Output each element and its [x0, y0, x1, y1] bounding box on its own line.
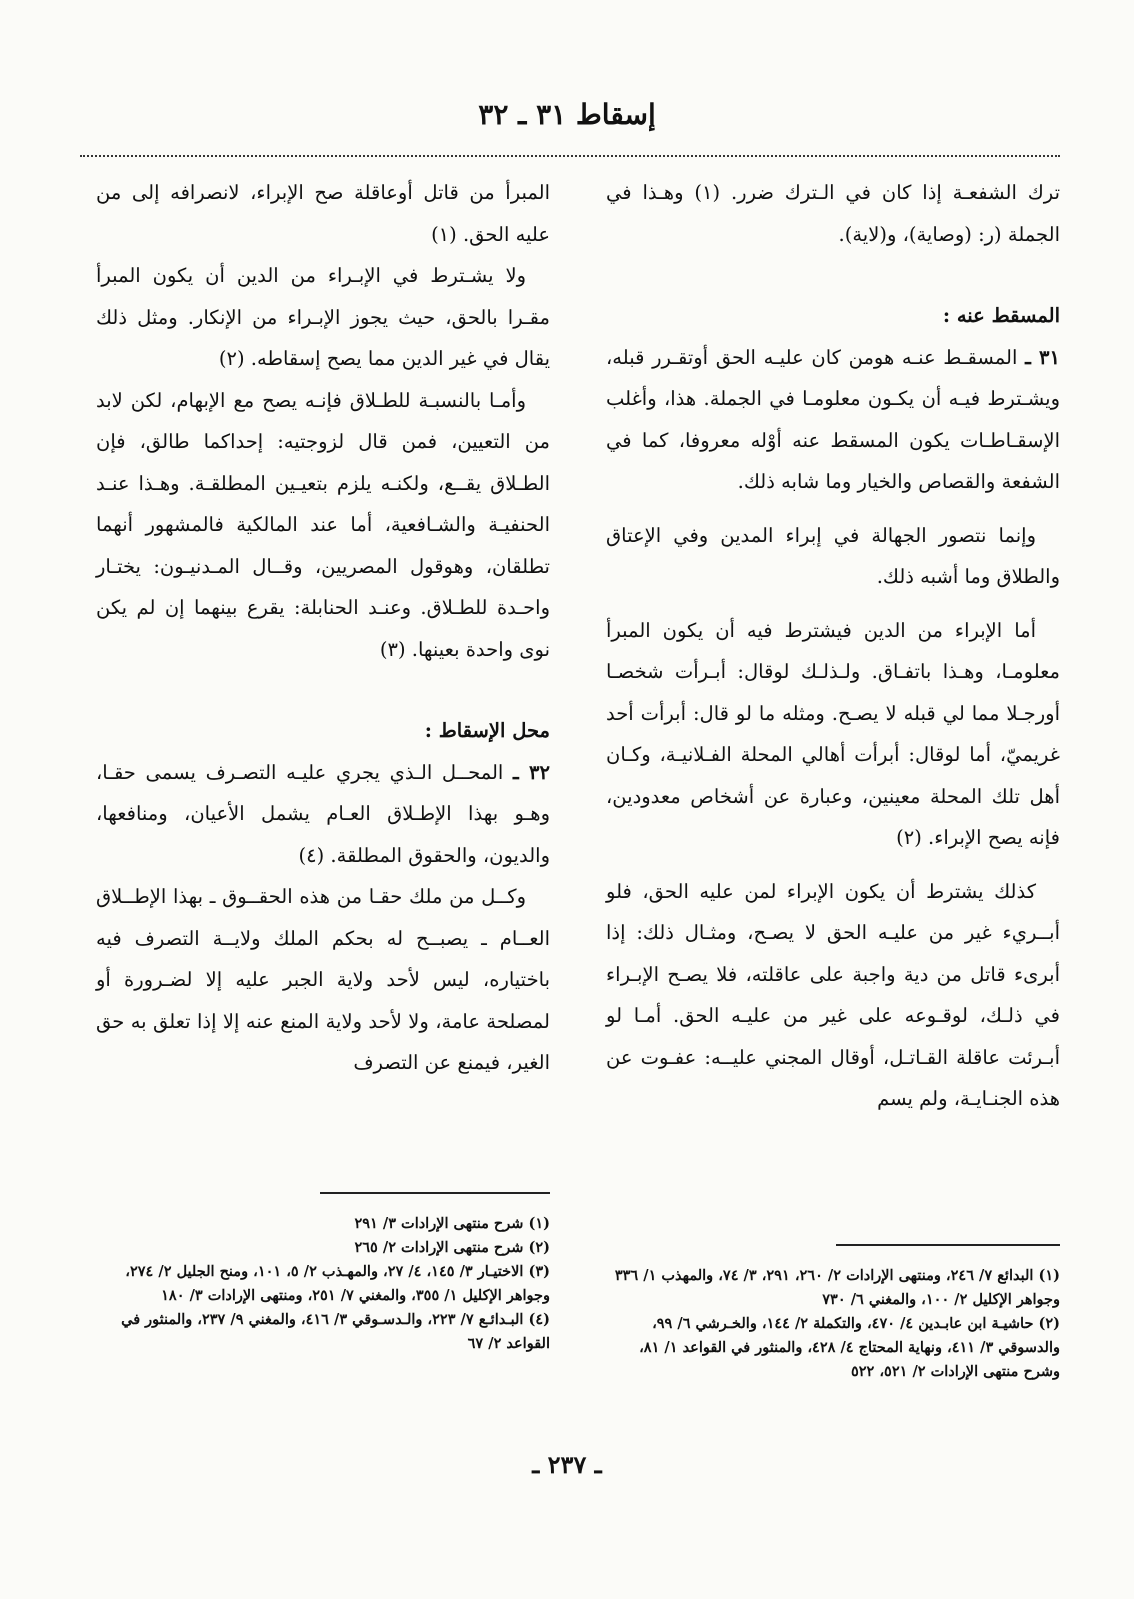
right-paragraph-4: كذلك يشترط أن يكون الإبراء لمن عليه الحق، فلو أبــريء غير من عليـه الحق لا يصـح، ومثـال ذلك: إذا أبرىء قاتل من دية واجبة على عاقلته، فلا يصـح الإبـراء في ذلـك، لوقـوعه على غير من عليـه الحق. أمـا لو أبـرئت عاقلة القـاتـل، أوقال المجني عليــه: عفـوت عن هذه الجنـايـة، ولم يسم: [606, 879, 1060, 1110]
paragraph-number-31: ٣١ ـ: [1025, 345, 1060, 369]
footnote: (٤) البـدائـع ٧/ ٢٢٣، والـدسـوقي ٣/ ٤١٦، والمغني ٩/ ٢٣٧، والمنثور في القواعد ٢/ ٦٧: [121, 1311, 550, 1352]
footnote: (١) البدائع ٧/ ٢٤٦، ومنتهى الإرادات ٢/ ٢٦٠، ٢٩١، ٣/ ٧٤، والمهذب ١/ ٣٣٦ وجواهر الإكليل ٢/ ١٠٠، والمغني ٦/ ٧٣٠: [614, 1267, 1060, 1308]
paragraph-31-text: المسقـط عنـه هومن كان عليـه الحق أوتقـرر قبله، ويشـترط فيـه أن يكـون معلومـا في الجملة. هذا، وأغلب الإسقـاطـات يكون المسقط عنه أوْله معروفا، كما في الشفعة والقصاص والخيار وما شابه ذلك.: [606, 345, 1060, 493]
section-heading-musqat-anhu: المسقط عنه :: [942, 304, 1060, 327]
header-divider: [80, 155, 1060, 157]
footnote: (٣) الاختيـار ٣/ ١٤٥، ٤/ ٢٧، والمهـذب ٢/ ٥، ١٠١، ومنح الجليل ٢/ ٢٧٤، وجواهر الإكليل ١/ ٣٥٥، والمغني ٧/ ٢٥١، ومنتهى الإرادات ٣/ ١٨٠: [125, 1263, 550, 1304]
footnote: (١) شرح منتهى الإرادات ٣/ ٢٩١: [354, 1215, 550, 1232]
section-heading-mahal-al-isqat: محل الإسقاط :: [424, 719, 550, 742]
footnote: (٢) شرح منتهى الإرادات ٢/ ٢٦٥: [354, 1239, 550, 1256]
left-column: [96, 172, 550, 1084]
left-paragraph-1: المبرأ من قاتل أوعاقلة صح الإبراء، لانصرافه إلى من عليه الحق. (١): [96, 181, 550, 246]
right-paragraph-1: ترك الشفعـة إذا كان في الـترك ضرر. (١) وهـذا في الجملة (ر: (وصاية)، و(لاية).: [606, 181, 1060, 246]
footnotes-left: [96, 1212, 550, 1356]
paragraph-32-text: المحــل الـذي يجري عليـه التصـرف يسمى حقـا، وهـو بهذا الإطـلاق العـام يشمل الأعيان، ومنافعها، والديون، والحقوق المطلقة. (٤): [96, 760, 550, 867]
right-column: [606, 172, 1060, 1120]
footnotes-right: [606, 1264, 1060, 1384]
right-paragraph-3: أما الإبراء من الدين فيشترط فيه أن يكون المبرأ معلومـا، وهـذا باتفـاق. ولـذلـك لوقال: أبـرأت شخصـا أورجـلا مما لي قبله لا يصـح. ومثله ما لو قال: أبرأت أحد غريميّ، أما لوقال: أبرأت أهالي المحلة الفـلانيـة، وكـان أهل تلك المحلة معينين، وعبارة عن أشخاص معدودين، فإنه يصح الإبراء. (٢): [606, 618, 1060, 849]
left-paragraph-2: ولا يشـترط في الإبـراء من الدين أن يكون المبرأ مقـرا بالحق، حيث يجوز الإبـراء من الإنكار. ومثل ذلك يقال في غير الدين مما يصح إسقاطه. (٢): [96, 264, 550, 370]
footnote-divider-right: [836, 1244, 1060, 1246]
page-header: إسقاط ٣١ ـ ٣٢: [478, 98, 656, 131]
left-paragraph-5: وكــل من ملك حقـا من هذه الحقــوق ـ بهذا الإطــلاق العــام ـ يصبــح له بحكم الملك ولايــة التصرف فيه باختياره، ليس لأحد ولاية الجبر عليه إلا لضـرورة أو لمصلحة عامة، ولا لأحد ولاية المنع عنه إلا إذا تعلق به حق الغير، فيمنع عن التصرف: [96, 885, 550, 1074]
paragraph-31: [606, 337, 1060, 503]
paragraph-number-32: ٣٢ ـ: [513, 760, 550, 784]
left-paragraph-3: وأمـا بالنسبـة للطـلاق فإنـه يصح مع الإبهام، لكن لابد من التعيين، فمن قال لزوجتيه: إحداكما طالق، فإن الطـلاق يقــع، ولكنـه يلزم بتعيـين المطلقـة. وهـذا عنـد الحنفيـة والشـافعية، أما عند المالكية فالمشهور أنهما تطلقان، وهوقول المصريين، وقــال المـدنيـون: يختـار واحـدة للطـلاق. وعنـد الحنابلة: يقرع بينهما إن لم يكن نوى واحدة بعينها. (٣): [96, 388, 550, 661]
right-paragraph-2: وإنما نتصور الجهالة في إبراء المدين وفي الإعتاق والطلاق وما أشبه ذلك.: [606, 523, 1060, 588]
footnote-divider-left: [320, 1192, 550, 1194]
paragraph-32: [96, 752, 550, 877]
footnote: (٢) حاشيـة ابن عابـدين ٤/ ٤٧٠، والتكملة ٢/ ١٤٤، والخـرشي ٦/ ٩٩، والدسوقي ٣/ ٤١١، ونهاية المحتاج ٤/ ٤٢٨، والمنثور في القواعد ١/ ٨١، وشرح منتهى الإرادات ٢/ ٥٢١، ٥٢٢: [639, 1315, 1060, 1380]
page-number: ـ ٢٣٧ ـ: [532, 1450, 602, 1479]
